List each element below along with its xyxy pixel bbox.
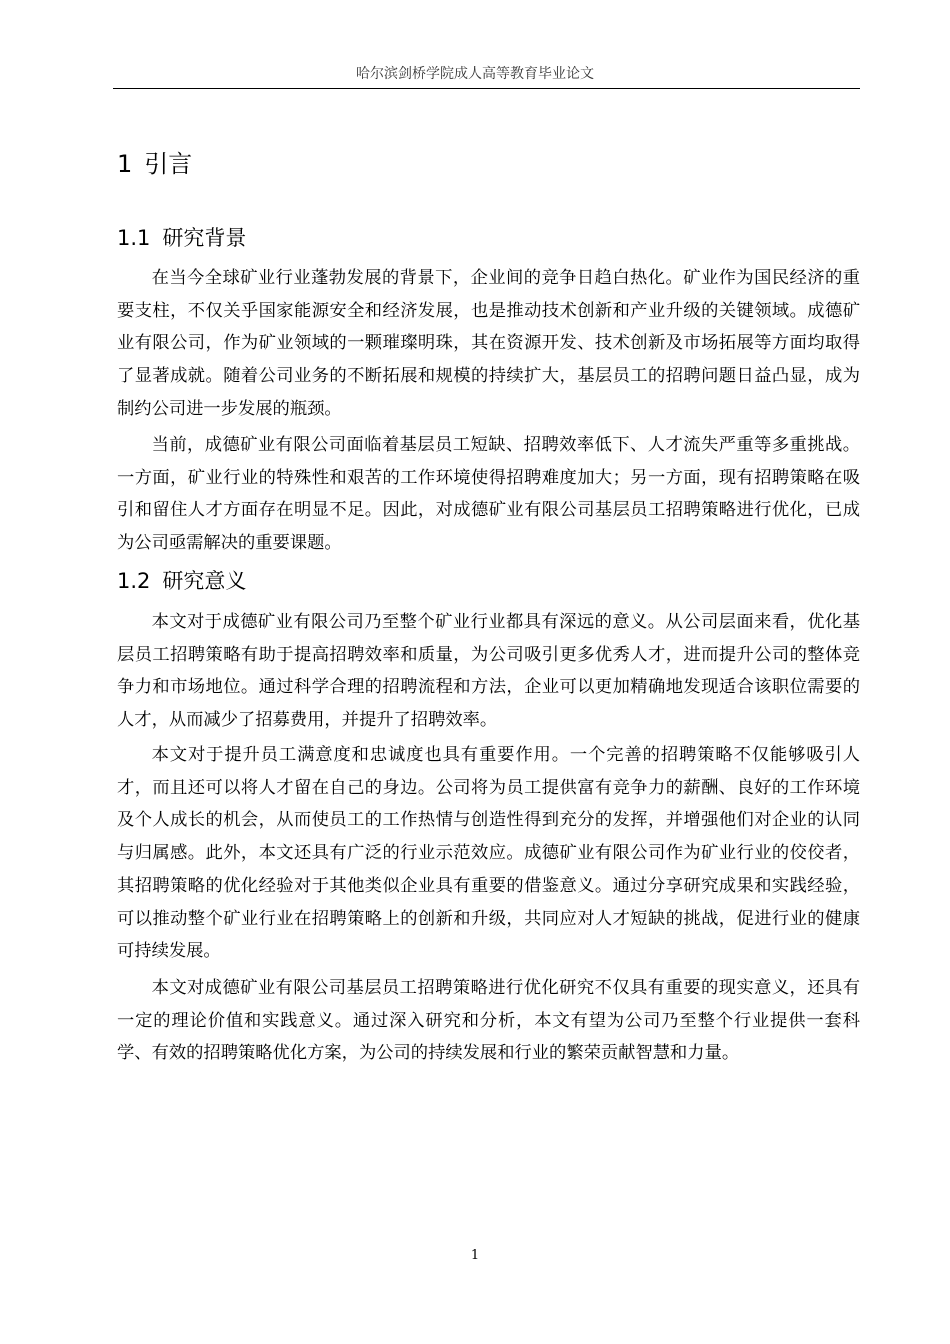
section-number: 1.2 — [117, 569, 151, 593]
chapter-title-text: 引言 — [144, 150, 193, 178]
chapter-number: 1 — [117, 150, 133, 178]
paragraph: 本文对成德矿业有限公司基层员工招聘策略进行优化研究不仅具有重要的现实意义，还具有一定的理论价值和实践意义。通过深入研究和分析，本文有望为公司乃至整个行业提供一套科学、有效的招聘策略优化方案，为公司的持续发展和行业的繁荣贡献智慧和力量。 — [117, 978, 860, 1064]
header-rule — [113, 88, 860, 89]
section-title-1-2 — [117, 565, 246, 597]
chapter-title — [117, 146, 192, 182]
page-number: 1 — [470, 1248, 480, 1263]
paragraph: 当前，成德矿业有限公司面临着基层员工短缺、招聘效率低下、人才流失严重等多重挑战。一方面，矿业行业的特殊性和艰苦的工作环境使得招聘难度加大；另一方面，现有招聘策略在吸引和留住人才方面存在明显不足。因此，对成德矿业有限公司基层员工招聘策略进行优化，已成为公司亟需解决的重要课题。 — [117, 435, 860, 554]
section-title-text: 研究意义 — [162, 569, 247, 593]
paragraph: 本文对于提升员工满意度和忠诚度也具有重要作用。一个完善的招聘策略不仅能够吸引人才，而且还可以将人才留在自己的身边。公司将为员工提供富有竞争力的薪酬、良好的工作环境及个人成长的机会，从而使员工的工作热情与创造性得到充分的发挥，并增强他们对企业的认同与归属感。此外，本文还具有广泛的行业示范效应。成德矿业有限公司作为矿业行业的佼佼者，其招聘策略的优化经验对于其他类似企业具有重要的借鉴意义。通过分享研究成果和实践经验，可以推动整个矿业行业在招聘策略上的创新和升级，共同应对人才短缺的挑战，促进行业的健康可持续发展。 — [117, 745, 860, 962]
paragraph: 在当今全球矿业行业蓬勃发展的背景下，企业间的竞争日趋白热化。矿业作为国民经济的重要支柱，不仅关乎国家能源安全和经济发展，也是推动技术创新和产业升级的关键领域。成德矿业有限公司，作为矿业领域的一颗璀璨明珠，其在资源开发、技术创新及市场拓展等方面均取得了显著成就。随着公司业务的不断拓展和规模的持续扩大，基层员工的招聘问题日益凸显，成为制约公司进一步发展的瓶颈。 — [117, 268, 860, 419]
section-title-text: 研究背景 — [162, 226, 247, 250]
paragraph: 本文对于成德矿业有限公司乃至整个矿业行业都具有深远的意义。从公司层面来看，优化基层员工招聘策略有助于提高招聘效率和质量，为公司吸引更多优秀人才，进而提升公司的整体竞争力和市场地位。通过科学合理的招聘流程和方法，企业可以更加精确地发现适合该职位需要的人才，从而减少了招募费用，并提升了招聘效率。 — [117, 612, 860, 731]
page-header: 哈尔滨剑桥学院成人高等教育毕业论文 — [356, 66, 594, 82]
section-title-1-1 — [117, 222, 246, 254]
section-number: 1.1 — [117, 226, 151, 250]
